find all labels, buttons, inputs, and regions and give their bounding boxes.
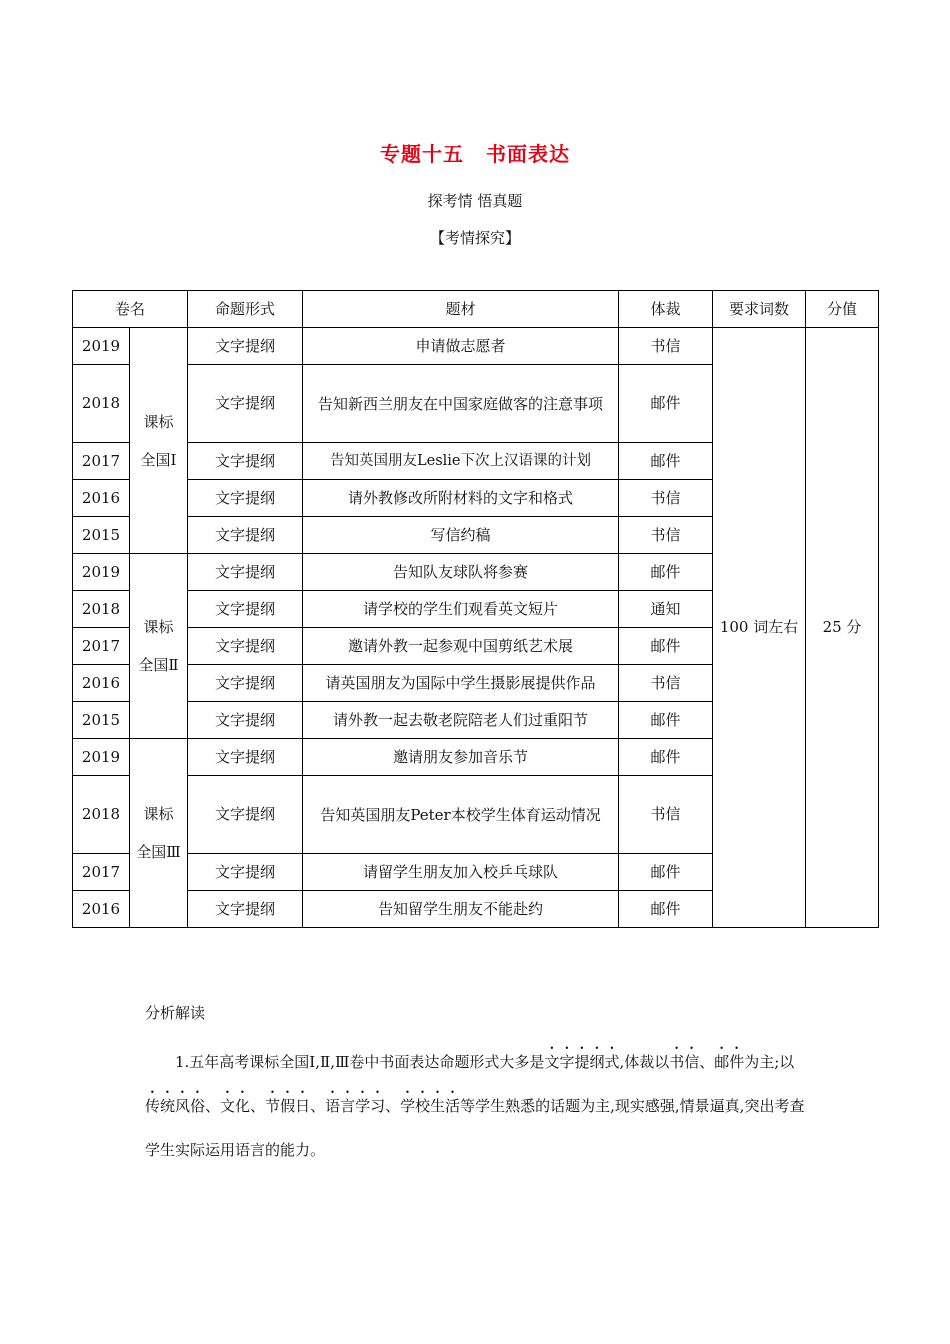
form-cell: 文字提纲 — [188, 891, 303, 928]
form-cell: 文字提纲 — [188, 480, 303, 517]
genre-cell: 邮件 — [619, 702, 713, 739]
topic-cell: 请外教修改所附材料的文字和格式 — [303, 480, 619, 517]
volume-cell — [130, 328, 188, 554]
emphasis-text: 学校生活 — [400, 1097, 461, 1115]
genre-cell: 书信 — [619, 517, 713, 554]
topic-cell: 请英国朋友为国际中学生摄影展提供作品 — [303, 665, 619, 702]
form-cell: 文字提纲 — [188, 665, 303, 702]
genre-cell: 邮件 — [619, 443, 713, 480]
analysis-paragraph — [145, 1040, 805, 1172]
genre-cell: 书信 — [619, 480, 713, 517]
analysis-text: 、 — [385, 1097, 401, 1115]
topic-cell: 告知英国朋友Leslie下次上汉语课的计划 — [303, 443, 619, 480]
year-cell: 2017 — [73, 443, 130, 480]
exam-table — [72, 290, 879, 928]
form-cell: 文字提纲 — [188, 554, 303, 591]
genre-cell: 书信 — [619, 328, 713, 365]
word-count-cell: 100 词左右 — [713, 328, 806, 928]
genre-cell: 通知 — [619, 591, 713, 628]
topic-cell: 告知留学生朋友不能赴约 — [303, 891, 619, 928]
year-cell: 2017 — [73, 628, 130, 665]
analysis-text: 、 — [250, 1097, 266, 1115]
volume-cell — [130, 739, 188, 928]
title-part-2: 书面表达 — [486, 142, 570, 166]
form-cell: 文字提纲 — [188, 443, 303, 480]
year-cell: 2016 — [73, 480, 130, 517]
genre-cell: 邮件 — [619, 554, 713, 591]
year-cell: 2019 — [73, 328, 130, 365]
topic-cell: 邀请外教一起参观中国剪纸艺术展 — [303, 628, 619, 665]
topic-cell: 申请做志愿者 — [303, 328, 619, 365]
topic-cell: 请留学生朋友加入校乒乓球队 — [303, 854, 619, 891]
year-cell: 2015 — [73, 702, 130, 739]
year-cell: 2018 — [73, 365, 130, 443]
topic-cell: 告知新西兰朋友在中国家庭做客的注意事项 — [303, 365, 619, 443]
topic-cell: 请外教一起去敬老院陪老人们过重阳节 — [303, 702, 619, 739]
genre-cell: 书信 — [619, 665, 713, 702]
volume-line: 课标 — [143, 412, 174, 431]
year-cell: 2019 — [73, 739, 130, 776]
analysis-text: 、 — [205, 1097, 221, 1115]
emphasis-text: 传统风俗 — [145, 1097, 206, 1115]
form-cell: 文字提纲 — [188, 776, 303, 854]
subtitle: 探考情 悟真题 — [427, 192, 523, 210]
form-cell: 文字提纲 — [188, 739, 303, 776]
volume-line: 课标 — [143, 618, 174, 636]
analysis-text: 为主;以 — [744, 1053, 795, 1071]
score-cell: 25 分 — [806, 328, 879, 928]
emphasis-text: 文字提纲式 — [544, 1053, 620, 1071]
analysis-text: 、 — [310, 1097, 326, 1115]
genre-cell: 邮件 — [619, 891, 713, 928]
year-cell: 2015 — [73, 517, 130, 554]
year-cell: 2018 — [73, 776, 130, 854]
year-cell: 2016 — [73, 665, 130, 702]
year-cell: 2018 — [73, 591, 130, 628]
section-label: 【考情探究】 — [429, 229, 520, 247]
genre-cell: 书信 — [619, 776, 713, 854]
table-row — [73, 328, 879, 365]
form-cell: 文字提纲 — [188, 517, 303, 554]
volume-line: 全国Ⅲ — [136, 843, 181, 861]
form-cell: 文字提纲 — [188, 702, 303, 739]
form-cell: 文字提纲 — [188, 854, 303, 891]
page-title — [0, 138, 950, 167]
analysis-text: 等学生熟悉的话题为主,现实感强,情景逼真,突出考查学生实际运用语言的能力。 — [145, 1097, 805, 1159]
header-word-count: 要求词数 — [713, 291, 806, 328]
topic-cell: 写信约稿 — [303, 517, 619, 554]
header-volume: 卷名 — [73, 291, 188, 328]
emphasis-text: 文化 — [220, 1097, 251, 1115]
emphasis-text: 书信、邮件 — [669, 1053, 745, 1071]
form-cell: 文字提纲 — [188, 628, 303, 665]
genre-cell: 邮件 — [619, 628, 713, 665]
volume-line: 课标 — [143, 805, 174, 823]
header-score: 分值 — [806, 291, 879, 328]
header-form: 命题形式 — [188, 291, 303, 328]
topic-cell: 请学校的学生们观看英文短片 — [303, 591, 619, 628]
volume-cell — [130, 554, 188, 739]
year-cell: 2017 — [73, 854, 130, 891]
header-topic: 题材 — [303, 291, 619, 328]
form-cell: 文字提纲 — [188, 365, 303, 443]
analysis-text: 1.五年高考课标全国Ⅰ,Ⅱ,Ⅲ卷中书面表达命题形式大多是 — [175, 1053, 545, 1071]
analysis-text: ,体裁以 — [619, 1053, 670, 1071]
topic-cell: 告知英国朋友Peter本校学生体育运动情况 — [303, 776, 619, 854]
year-cell: 2016 — [73, 891, 130, 928]
volume-line: 全国Ⅰ — [140, 450, 177, 469]
header-genre: 体裁 — [619, 291, 713, 328]
emphasis-text: 语言学习 — [325, 1097, 386, 1115]
genre-cell: 邮件 — [619, 739, 713, 776]
topic-cell: 邀请朋友参加音乐节 — [303, 739, 619, 776]
emphasis-text: 节假日 — [265, 1097, 311, 1115]
volume-line: 全国Ⅱ — [138, 656, 179, 674]
form-cell: 文字提纲 — [188, 591, 303, 628]
genre-cell: 邮件 — [619, 365, 713, 443]
form-cell: 文字提纲 — [188, 328, 303, 365]
genre-cell: 邮件 — [619, 854, 713, 891]
year-cell: 2019 — [73, 554, 130, 591]
title-part-1: 专题十五 — [380, 142, 464, 166]
analysis-heading: 分析解读 — [145, 1004, 206, 1022]
topic-cell: 告知队友球队将参赛 — [303, 554, 619, 591]
